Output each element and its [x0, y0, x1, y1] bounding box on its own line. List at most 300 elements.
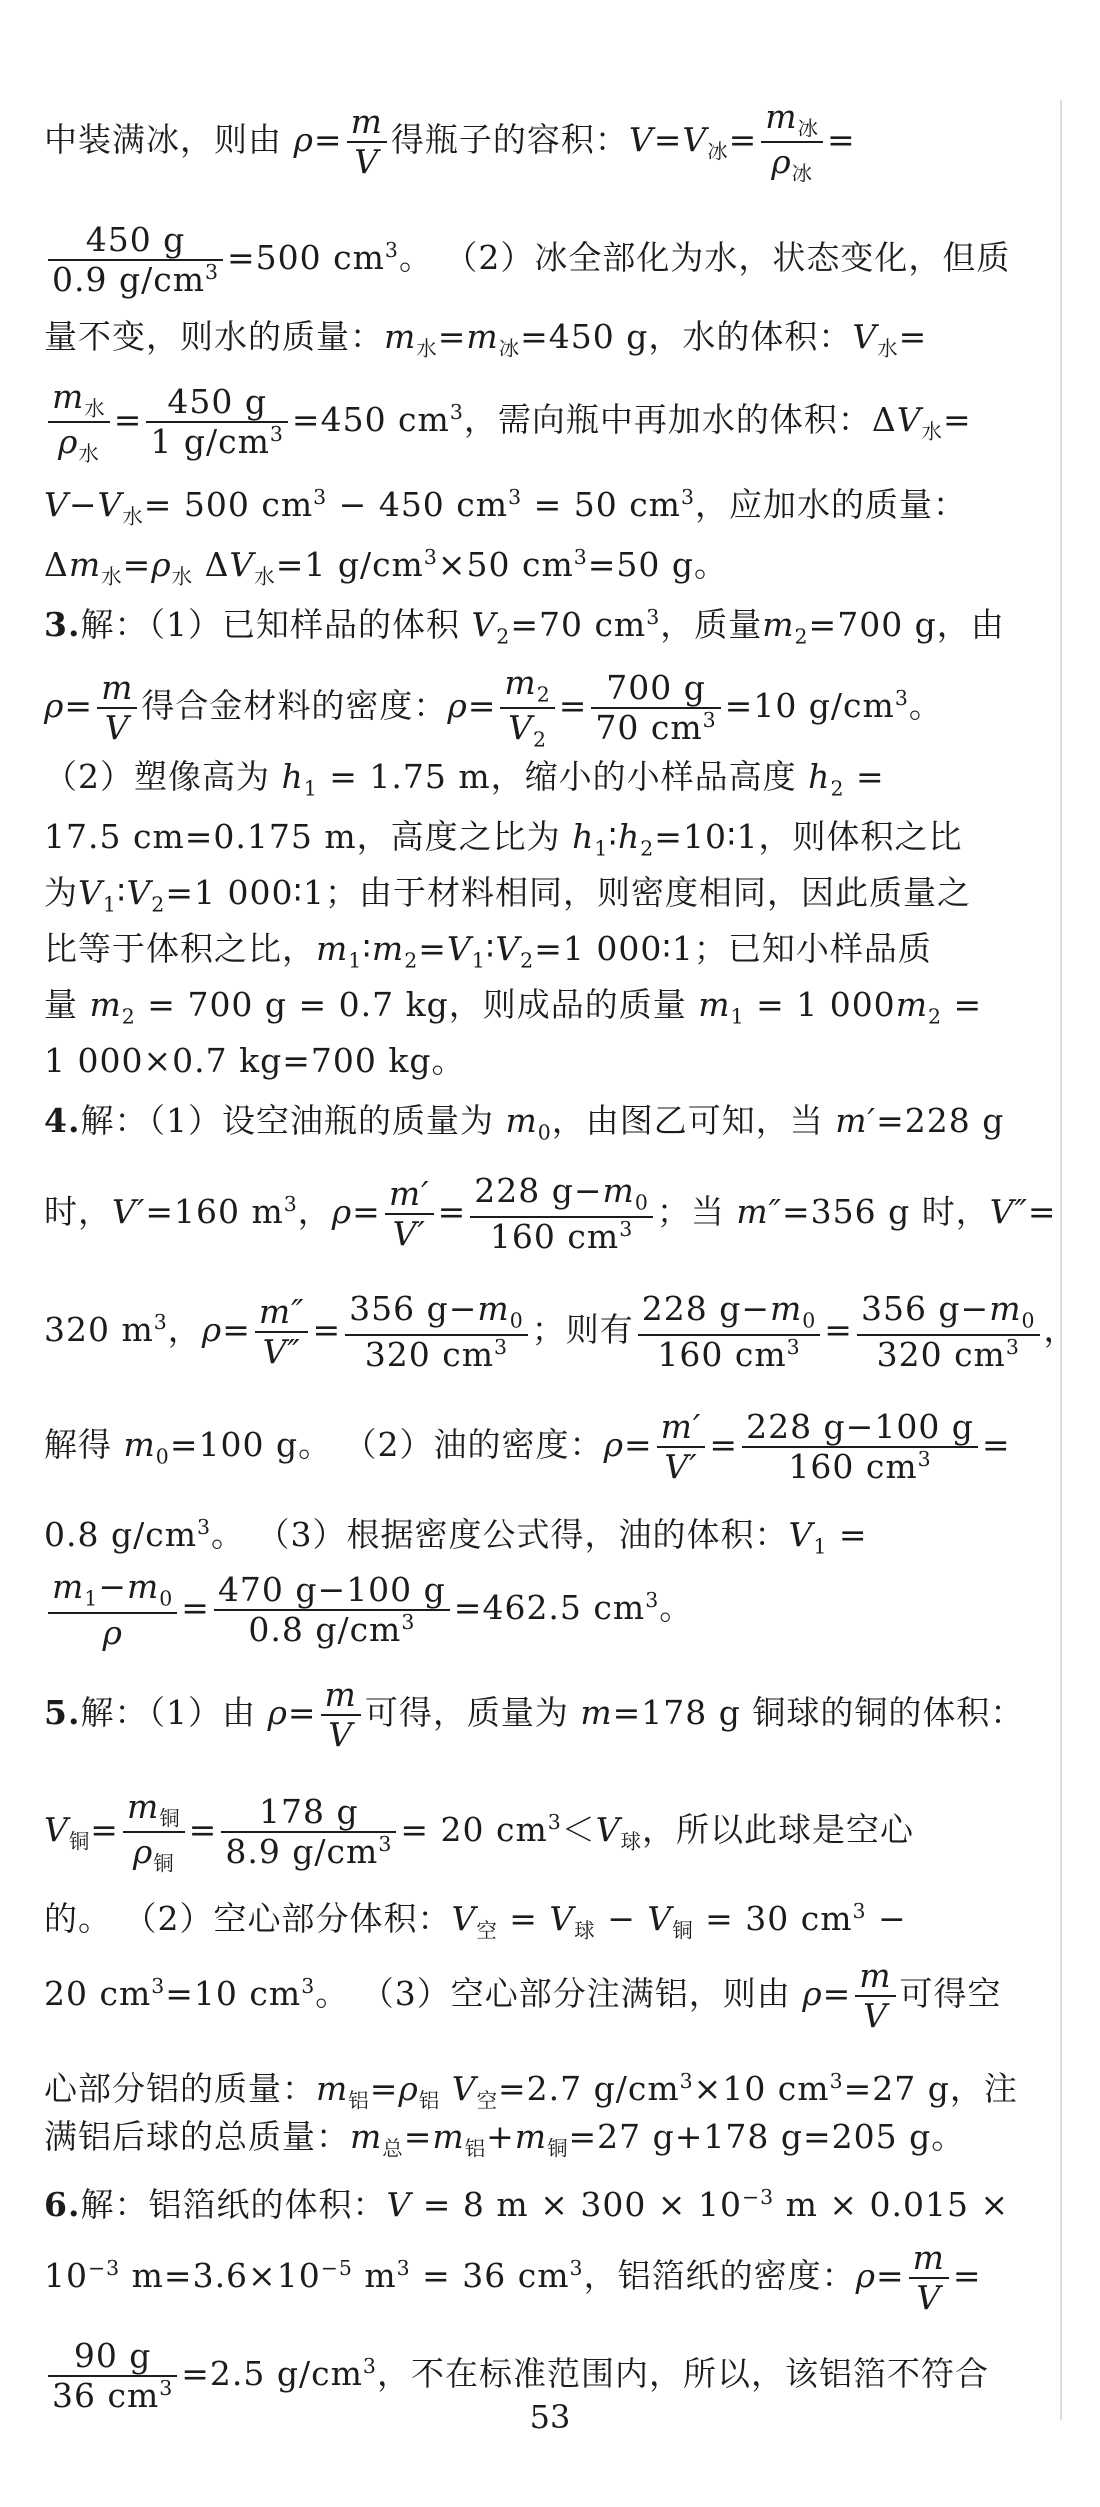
text: 得瓶子的容积：: [390, 120, 629, 160]
numerator: m′: [657, 1408, 706, 1448]
text-line-14: [44, 1036, 1044, 1086]
subscript: 2: [927, 1004, 942, 1029]
text: 320 m: [44, 1310, 154, 1349]
question-number: 6.: [44, 2185, 81, 2224]
equals: =: [113, 400, 143, 440]
equals: =: [558, 686, 588, 726]
text-line-13: [44, 980, 1044, 1042]
text-line-2: [44, 218, 1044, 299]
text: 满铝后球的总质量：: [44, 2117, 350, 2156]
denominator: V: [862, 1996, 888, 2035]
denominator: 160 cm: [788, 1446, 918, 1486]
fraction: [321, 1676, 361, 1754]
numerator: 450 g: [48, 221, 223, 261]
subscript: 水: [101, 564, 123, 589]
text: 。 （2）冰全部化为水，状态变化，但质: [398, 238, 1011, 277]
var: h: [808, 757, 831, 796]
rho-symbol: ρ: [44, 686, 65, 726]
text: 的。 （2）空心部分体积：: [44, 1899, 452, 1938]
text: 中装满冰，则由: [44, 120, 294, 160]
var: V: [595, 1810, 621, 1850]
subscript: 1: [84, 1587, 99, 1612]
fraction: [97, 669, 137, 747]
var: m: [126, 1567, 160, 1607]
fraction: [146, 383, 288, 461]
superscript: 3: [679, 2069, 694, 2093]
text: =10 g/cm: [724, 686, 895, 726]
text: 得合金材料的密度：: [141, 686, 448, 726]
var: m: [580, 1692, 613, 1732]
text-line-3: [44, 312, 1044, 374]
fraction: [345, 1290, 528, 1373]
subscript: 铜: [672, 1918, 694, 1943]
text: ×10 cm: [693, 2069, 830, 2108]
var: V: [628, 120, 654, 160]
var: V′: [112, 1192, 146, 1231]
text: =462.5 cm: [453, 1588, 646, 1627]
text: 比等于体积之比，: [44, 929, 316, 968]
text: =2.5 g/cm: [181, 2354, 363, 2393]
text-line-4: [44, 378, 1044, 466]
numerator: m: [909, 2239, 949, 2279]
text-line-23: [44, 1886, 1044, 1956]
rho-symbol: ρ: [293, 120, 314, 160]
denominator: 0.9 g/cm: [52, 260, 205, 299]
superscript: 3: [197, 1515, 212, 1539]
subscript: 水: [921, 419, 943, 444]
text: 。: [908, 686, 943, 726]
text-line-9: [44, 752, 1044, 814]
text: =1 000∶1；由于材料相同，则密度相同，因此质量之: [165, 873, 972, 912]
denominator: ρ: [771, 142, 792, 182]
minus: −: [68, 485, 98, 524]
text-line-15: [44, 1096, 1044, 1158]
fraction: [657, 1408, 706, 1486]
fraction: [123, 1788, 185, 1876]
text: 为: [44, 873, 78, 912]
superscript: 3: [283, 1192, 298, 1216]
var: m: [505, 1101, 538, 1140]
var: h: [281, 757, 304, 796]
text: =10∶1，则体积之比: [654, 817, 963, 856]
equals: =: [952, 2256, 982, 2295]
numerator: m: [321, 1676, 361, 1716]
superscript: −5: [320, 2256, 353, 2280]
subscript: 球: [574, 1918, 596, 1943]
text: = 30 cm: [693, 1899, 853, 1938]
subscript: 2: [532, 727, 547, 752]
var: m: [989, 1289, 1022, 1329]
text-line-24: [44, 1954, 1044, 2035]
rho-symbol: ρ: [447, 686, 468, 726]
superscript: 3: [159, 2376, 174, 2400]
text: ，应加水的质量：: [695, 485, 967, 524]
text: 20 cm: [44, 1974, 152, 2013]
denominator: V: [354, 142, 380, 182]
text: 心部分铝的质量：: [44, 2069, 316, 2108]
subscript: 1: [813, 1534, 828, 1559]
denominator: ρ: [102, 1612, 123, 1652]
var: V: [126, 873, 152, 912]
fraction: [855, 1957, 895, 2035]
denominator: 36 cm: [52, 2376, 160, 2415]
subscript: 水: [877, 336, 899, 361]
text: （2）塑像高为: [44, 757, 282, 796]
text: m=3.6×10: [120, 2256, 321, 2295]
minus: −: [98, 1567, 127, 1607]
text-line-11: [44, 868, 1044, 930]
var: V: [78, 873, 103, 912]
denominator: V′: [664, 1446, 698, 1486]
numerator: m: [126, 1787, 160, 1826]
var: m: [316, 929, 349, 968]
numerator: 228 g−100 g: [742, 1408, 978, 1448]
text: =100 g。 （2）油的密度：: [169, 1424, 604, 1464]
text: =1 000∶1；已知小样品质: [534, 929, 932, 968]
equals: =: [827, 120, 856, 160]
equals: =: [653, 120, 683, 160]
fraction: [48, 1568, 177, 1651]
var: m: [698, 985, 731, 1024]
var: m: [89, 985, 122, 1024]
text: =356 g 时，: [781, 1192, 990, 1231]
var: h: [572, 817, 595, 856]
subscript: 铝: [464, 2136, 487, 2161]
text: = 50 cm: [522, 485, 681, 524]
text: ，质量: [660, 605, 763, 644]
fraction: [221, 1793, 396, 1871]
equals: =: [90, 1810, 119, 1850]
equals: =: [122, 545, 152, 584]
superscript: 3: [384, 238, 399, 262]
subscript: 铜: [68, 1829, 91, 1854]
denominator: 1 g/cm: [150, 422, 270, 462]
text: = 700 g = 0.7 kg，则成品的质量: [135, 985, 699, 1024]
var: V: [682, 120, 708, 160]
subscript: 0: [159, 1587, 174, 1612]
numerator: 450 g: [146, 383, 288, 423]
var: V: [386, 2185, 412, 2224]
text: =450 g，水的体积：: [520, 317, 853, 356]
superscript: 3: [1005, 1334, 1020, 1359]
numerator: m′: [385, 1175, 434, 1215]
minus: −: [595, 1899, 648, 1938]
ratio: ∶: [608, 817, 619, 856]
text: m: [352, 2256, 397, 2295]
denominator: 320 cm: [364, 1334, 495, 1374]
var: m: [316, 2069, 349, 2108]
var: m: [52, 1567, 85, 1607]
superscript: 3: [269, 422, 284, 447]
text-line-20: [44, 1568, 1044, 1652]
subscript: 球: [620, 1829, 643, 1854]
page-number: 53: [529, 2398, 571, 2436]
denominator: ρ: [57, 422, 79, 462]
superscript: 3: [313, 485, 328, 509]
ratio: ∶: [116, 873, 127, 912]
subscript: 铜: [547, 2136, 569, 2161]
subscript: 冰: [707, 139, 729, 164]
text: ，: [1043, 1310, 1078, 1349]
denominator: 320 cm: [876, 1334, 1006, 1374]
superscript: 3: [494, 1334, 509, 1359]
subscript: 2: [520, 948, 535, 973]
subscript: 1: [348, 948, 363, 973]
superscript: 3: [547, 1810, 562, 1835]
text-line-7: [44, 592, 1044, 662]
subscript: 2: [121, 1004, 136, 1029]
var: m: [602, 1171, 635, 1211]
superscript: 3: [852, 1899, 867, 1923]
equals: =: [709, 1424, 739, 1464]
rho-symbol: ρ: [603, 1424, 624, 1464]
equals: =: [188, 1810, 218, 1850]
equals: =: [312, 1310, 342, 1349]
var: V: [788, 1515, 814, 1554]
fraction: [909, 2239, 949, 2317]
subscript: 2: [640, 836, 655, 861]
text: Δ: [44, 545, 69, 584]
text: Δ: [193, 545, 230, 584]
rho-symbol: ρ: [267, 1692, 288, 1732]
subscript: 0: [1021, 1309, 1036, 1334]
denominator: V: [328, 1714, 354, 1754]
text-line-16: [44, 1171, 1057, 1256]
equals: =: [437, 317, 467, 356]
denominator: 160 cm: [489, 1216, 620, 1256]
subscript: 2: [496, 624, 511, 649]
text: =178 g 铜球的铜的体积：: [612, 1692, 1025, 1732]
superscript: 3: [378, 1832, 393, 1857]
text-line-1: [44, 98, 1044, 186]
var: m: [514, 2117, 548, 2156]
superscript: 3: [917, 1446, 932, 1471]
fraction: [500, 664, 554, 752]
numerator: m: [52, 377, 85, 416]
text-line-27: [44, 2172, 1044, 2230]
var: V: [229, 545, 255, 584]
fraction: [857, 1290, 1040, 1373]
numerator: 700 g: [591, 669, 720, 709]
rho-symbol: ρ: [855, 2256, 876, 2295]
var: m″: [736, 1192, 782, 1231]
superscript: −3: [88, 2256, 121, 2280]
equals: =: [623, 1424, 653, 1464]
equals: =: [822, 1974, 852, 2013]
numerator: 228 g−: [641, 1289, 770, 1329]
equals: =: [942, 400, 972, 440]
subscript: 铜: [153, 1851, 175, 1876]
text: 量: [44, 985, 90, 1024]
text: 17.5 cm=0.175 m，高度之比为: [44, 817, 573, 856]
numerator: m: [97, 669, 137, 709]
var: V″: [989, 1192, 1028, 1231]
var: V: [647, 1899, 673, 1938]
subscript: 1: [102, 892, 117, 917]
superscript: 3: [646, 605, 661, 629]
text: 。 （3）空心部分注满铝，则由: [315, 1974, 803, 2013]
plus: +: [486, 2117, 515, 2156]
var: ρ: [151, 545, 172, 584]
text-line-8: [44, 664, 1044, 752]
numerator: 90 g: [48, 2337, 177, 2377]
text: 0.8 g/cm: [44, 1515, 197, 1554]
superscript: 3: [680, 485, 695, 509]
question-number: 4.: [44, 1101, 81, 1140]
text-line-10: [44, 812, 1044, 874]
superscript: 3: [573, 545, 588, 569]
text: ；当: [656, 1192, 737, 1231]
text: ，: [297, 1192, 332, 1231]
superscript: 3: [645, 1588, 660, 1612]
text: = 8 m × 300 × 10: [411, 2185, 742, 2224]
text: ；则有: [531, 1310, 634, 1349]
numerator: 470 g−100 g: [214, 1571, 450, 1611]
var: V: [44, 1810, 69, 1850]
var: V: [446, 929, 472, 968]
text: = 1.75 m，缩小的小样品高度: [317, 757, 809, 796]
subscript: 1: [594, 836, 609, 861]
superscript: 3: [153, 1310, 168, 1334]
fraction: [591, 669, 720, 747]
text: 可得，质量为: [364, 1692, 581, 1732]
text: ，所以此球是空心: [642, 1810, 915, 1850]
fraction: [48, 221, 223, 299]
numerator: m: [347, 103, 387, 143]
equals: =: [181, 1588, 210, 1627]
less-than: ＜: [561, 1810, 596, 1850]
equals: =: [403, 2117, 433, 2156]
subscript: 0: [155, 1444, 170, 1469]
var: V: [896, 400, 922, 440]
var: V: [97, 485, 123, 524]
subscript: 水: [416, 336, 438, 361]
equals: =: [369, 2069, 399, 2108]
numerator: 228 g−: [474, 1171, 603, 1211]
question-number: 5.: [44, 1692, 81, 1732]
text-line-21: [44, 1676, 1044, 1754]
text: [440, 2069, 452, 2108]
superscript: 3: [569, 2256, 584, 2280]
text: ，铝箔纸的密度：: [583, 2256, 856, 2295]
subscript: 2: [404, 948, 419, 973]
equals: =: [437, 1192, 467, 1231]
text: =: [844, 757, 885, 796]
text: =27 g+178 g=205 g。: [568, 2117, 966, 2156]
text: 可得空: [899, 1974, 1002, 2013]
text: =1 g/cm: [275, 545, 424, 584]
rho-symbol: ρ: [331, 1192, 353, 1231]
text-line-19: [44, 1502, 1044, 1572]
text: 解：铝箔纸的体积：: [80, 2185, 387, 2224]
fraction: [638, 1290, 821, 1373]
text: 10: [44, 2256, 88, 2295]
subscript: 0: [634, 1191, 649, 1216]
question-number: 3.: [44, 605, 81, 644]
text: =160 m: [145, 1192, 284, 1231]
superscript: 3: [401, 1610, 416, 1634]
var: m: [466, 317, 499, 356]
minus: −: [866, 1899, 907, 1938]
subscript: 冰: [797, 116, 820, 141]
text: ，不在标准范围内，所以，该铝箔不符合: [376, 2354, 989, 2393]
subscript: 0: [537, 1120, 552, 1145]
subscript: 冰: [791, 161, 814, 186]
subscript: 2: [794, 624, 809, 649]
subscript: 水: [122, 504, 144, 529]
var: V: [495, 929, 521, 968]
text: = 1 000: [744, 985, 896, 1024]
var: m: [68, 545, 102, 584]
var: h: [618, 817, 641, 856]
equals: =: [64, 686, 94, 726]
subscript: 总: [382, 2136, 404, 2161]
text: ，需向瓶中再加水的体积：Δ: [463, 400, 897, 440]
var: V: [451, 2069, 477, 2108]
text: =450 cm: [291, 400, 450, 440]
text-line-12: [44, 924, 1044, 986]
subscript: 铝: [418, 2088, 441, 2113]
subscript: 水: [254, 564, 276, 589]
ratio: ∶: [485, 929, 496, 968]
ratio: ∶: [362, 929, 372, 968]
superscript: 3: [301, 1974, 316, 1998]
superscript: 3: [151, 1974, 166, 1998]
text: 解：（1）由: [80, 1692, 268, 1732]
superscript: 3: [423, 545, 438, 569]
fraction: [255, 1293, 309, 1371]
subscript: 水: [171, 564, 194, 589]
equals: =: [352, 1192, 381, 1231]
fraction: [761, 98, 823, 186]
equals: =: [467, 686, 497, 726]
text: =70 cm: [510, 605, 647, 644]
var: m′: [835, 1101, 877, 1140]
superscript: 3: [205, 260, 220, 284]
superscript: 3: [702, 708, 717, 733]
subscript: 冰: [498, 336, 521, 361]
numerator: m: [855, 1957, 895, 1997]
margin-rule: [1060, 100, 1062, 2420]
subscript: 2: [830, 776, 845, 801]
text: 。 （3）根据密度公式得，油的体积：: [211, 1515, 789, 1554]
text: 时，: [44, 1192, 112, 1231]
numerator: 356 g−: [860, 1289, 990, 1329]
subscript: 1: [303, 776, 318, 801]
equals: =: [981, 1424, 1011, 1464]
fraction: [385, 1175, 434, 1253]
denominator: V″: [262, 1332, 301, 1371]
text: = 36 cm: [410, 2256, 570, 2295]
equals: =: [497, 1899, 550, 1938]
var: V: [852, 317, 878, 356]
subscript: 水: [78, 441, 100, 466]
text-line-18: [44, 1408, 1044, 1489]
fraction: [48, 378, 110, 466]
text: = 20 cm: [400, 1810, 548, 1850]
denominator: V′: [392, 1214, 426, 1253]
var: m: [350, 2117, 383, 2156]
fraction: [742, 1408, 978, 1486]
text: ，: [167, 1310, 202, 1349]
text: =700 g，由: [808, 605, 1005, 644]
numerator: m″: [255, 1293, 309, 1333]
text-line-22: [44, 1788, 1044, 1876]
text: 解得: [44, 1424, 124, 1464]
fraction: [470, 1172, 653, 1255]
denominator: V: [104, 708, 130, 748]
equals: =: [728, 120, 758, 160]
